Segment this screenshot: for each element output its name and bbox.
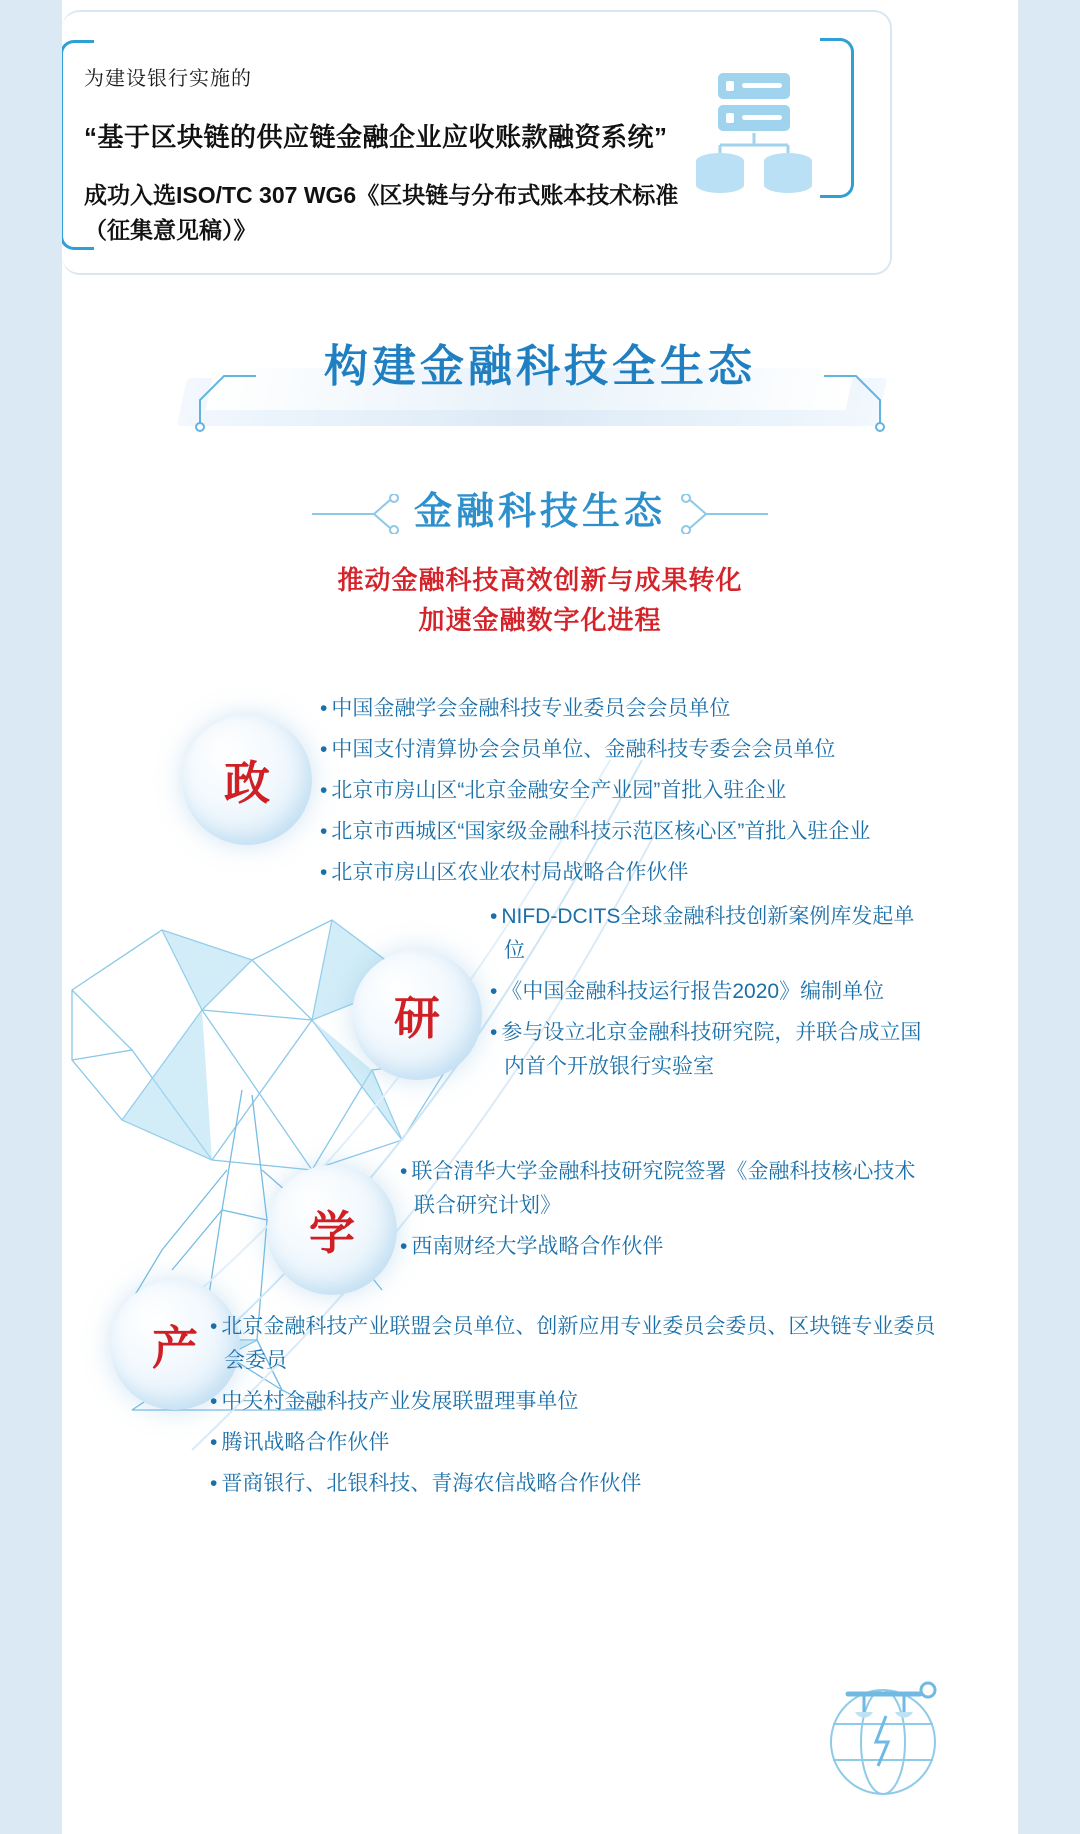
subtitle-line-2: 加速金融数字化进程 xyxy=(418,605,662,636)
badge-bubble-xue xyxy=(267,1165,397,1295)
section-subtitle xyxy=(62,560,1018,641)
card-standard-prefix: 成功入选ISO/TC 307 WG6 xyxy=(84,182,357,208)
list-item: • 北京市房山区农业农村局战略合作伙伴 xyxy=(320,856,980,890)
list-item: • 北京市房山区“北京金融安全产业园”首批入驻企业 xyxy=(320,774,980,808)
section-left-deco-icon xyxy=(312,494,422,539)
group-chan-list xyxy=(210,1310,940,1508)
globe-network-icon xyxy=(808,1654,958,1804)
list-item: • 北京市西城区“国家级金融科技示范区核心区”首批入驻企业 xyxy=(320,815,980,849)
poster-page xyxy=(62,0,1018,1834)
badge-bubble-chan-label: 产 xyxy=(152,1322,198,1374)
list-item: • 腾讯战略合作伙伴 xyxy=(210,1426,940,1460)
right-rail xyxy=(1018,0,1080,1834)
badge-bubble-yan xyxy=(352,950,482,1080)
subtitle-line-1: 推动金融科技高效创新与成果转化 xyxy=(337,565,743,595)
card-right-bracket xyxy=(820,38,854,198)
card-standard-line xyxy=(84,178,714,247)
list-item: • 中关村金融科技产业发展联盟理事单位 xyxy=(210,1385,940,1419)
list-item: • 中国支付清算协会会员单位、金融科技专委会会员单位 xyxy=(320,733,980,767)
group-zheng-list xyxy=(320,692,980,897)
list-item: • 北京金融科技产业联盟会员单位、创新应用专业委员会委员、区块链专业委员会委员 xyxy=(210,1310,940,1378)
badge-bubble-xue-label: 学 xyxy=(309,1207,355,1259)
list-item: • 晋商银行、北银科技、青海农信战略合作伙伴 xyxy=(210,1467,940,1501)
badge-bubble-yan-label: 研 xyxy=(394,992,440,1044)
server-database-icon xyxy=(690,67,820,202)
card-text-block xyxy=(84,62,714,247)
main-title-block xyxy=(62,330,1018,394)
list-item: • 参与设立北京金融科技研究院，并联合成立国内首个开放银行实验室 xyxy=(490,1016,930,1084)
card-standard-book: 《区块链与分布式账本技术标准（征集意见稿）》 xyxy=(84,182,679,243)
list-item: • 西南财经大学战略合作伙伴 xyxy=(400,1230,930,1264)
badge-bubble-zheng-label: 政 xyxy=(224,757,270,809)
group-xue-list xyxy=(400,1155,930,1271)
highlight-card xyxy=(62,10,892,275)
section-title-block xyxy=(62,480,1018,535)
list-item: • 《中国金融科技运行报告2020》编制单位 xyxy=(490,975,930,1009)
badge-bubble-zheng xyxy=(182,715,312,845)
list-item: • 联合清华大学金融科技研究院签署《金融科技核心技术联合研究计划》 xyxy=(400,1155,930,1223)
list-item: • 中国金融学会金融科技专业委员会会员单位 xyxy=(320,692,980,726)
section-right-deco-icon xyxy=(658,494,768,539)
list-item: • NIFD-DCITS全球金融科技创新案例库发起单位 xyxy=(490,900,930,968)
section-title: 金融科技生态 xyxy=(413,491,666,533)
group-yan-list xyxy=(490,900,930,1091)
page-title: 构建金融科技全生态 xyxy=(324,342,756,391)
card-system-name: “基于区块链的供应链金融企业应收账款融资系统” xyxy=(84,122,668,152)
left-rail xyxy=(0,0,62,1834)
card-lead-line: 为建设银行实施的 xyxy=(84,68,252,90)
